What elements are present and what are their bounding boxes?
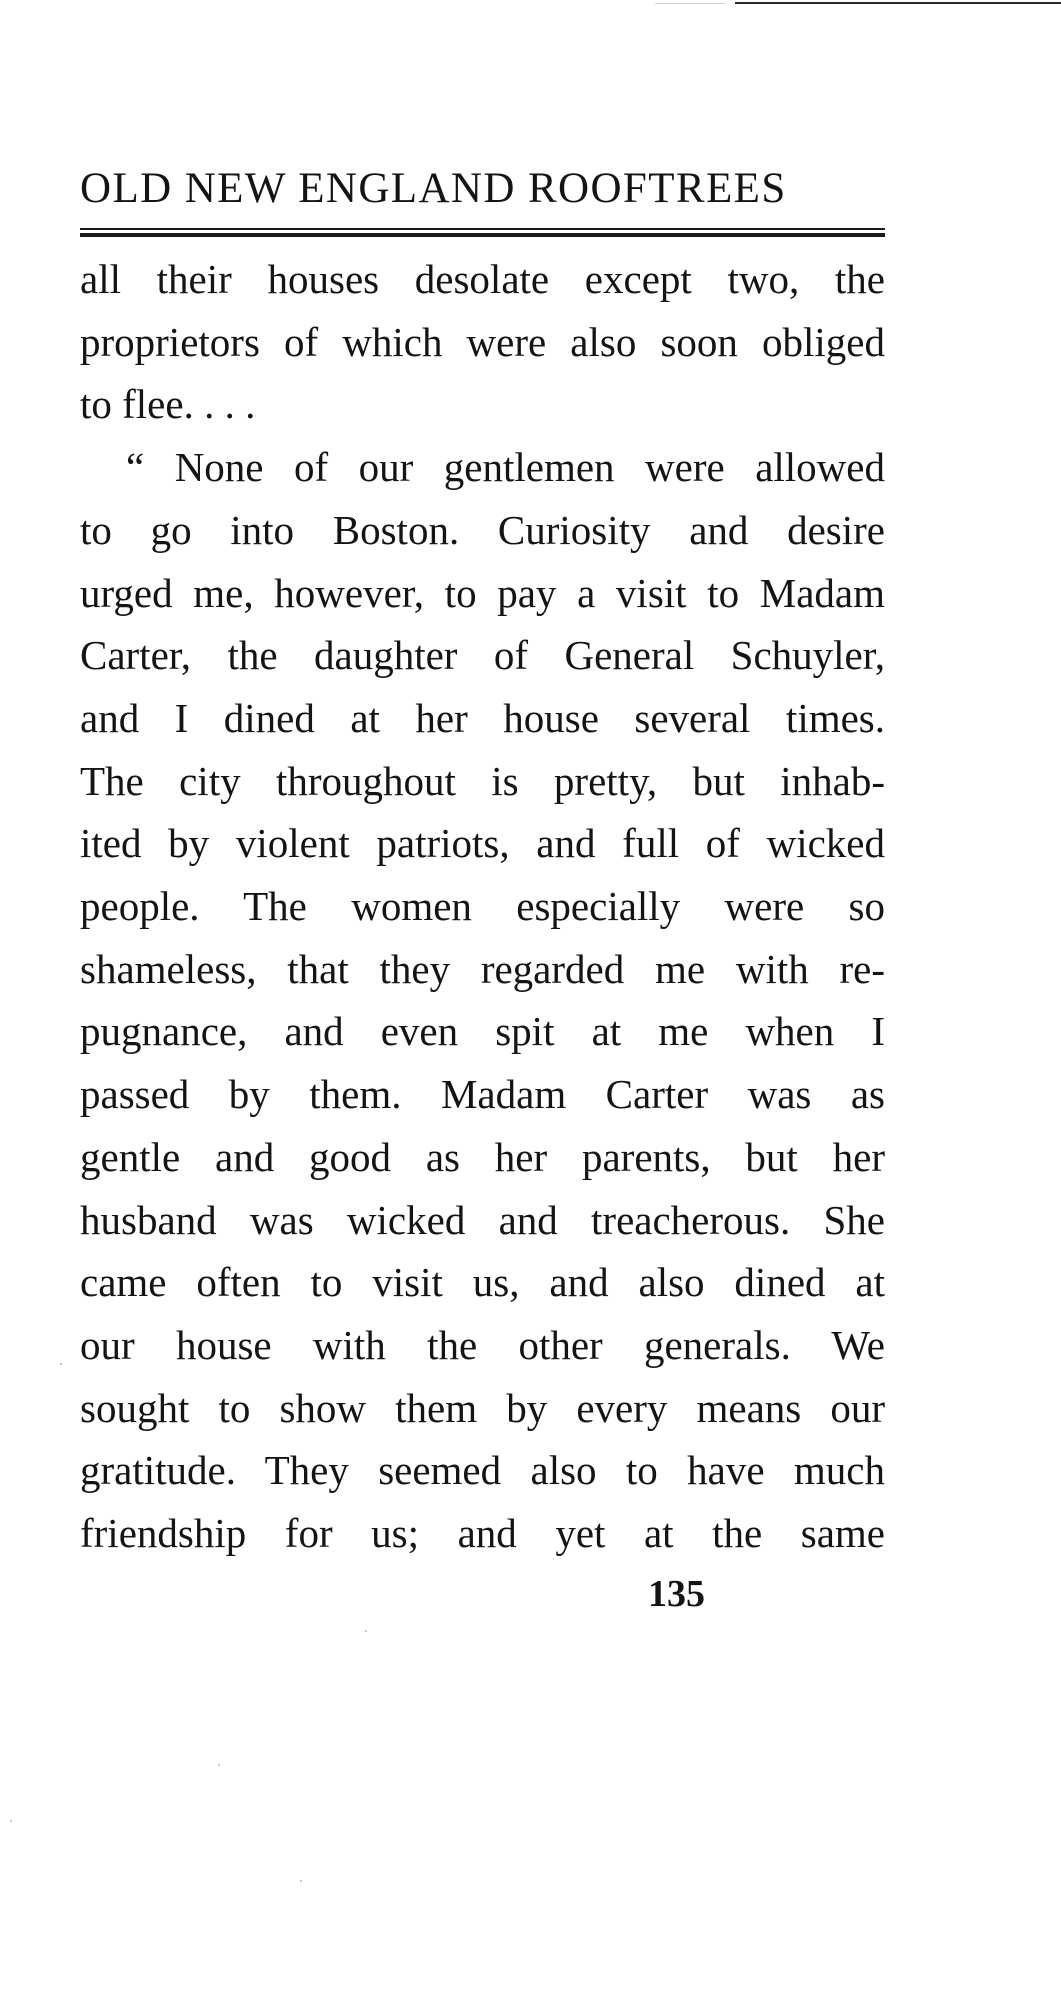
text-line: husband was wicked and treacherous. She xyxy=(80,1196,885,1243)
text-line: pugnance, and even spit at me when I xyxy=(80,1008,885,1055)
text-line: proprietors of which were also soon obliged xyxy=(80,318,885,365)
text-line: passed by them. Madam Carter was as xyxy=(80,1071,885,1118)
text-line: ited by violent patriots, and full of wicked xyxy=(80,820,885,867)
body-text xyxy=(80,248,885,1565)
text-line: sought to show them by every means our xyxy=(80,1384,885,1431)
paper-speck xyxy=(10,1820,12,1822)
text-line: Carter, the daughter of General Schuyler, xyxy=(80,632,885,679)
header-double-rule xyxy=(80,228,885,237)
text-line: gratitude. They seemed also to have much xyxy=(80,1447,885,1494)
text-line: The city throughout is pretty, but inhab- xyxy=(80,757,885,804)
running-head: OLD NEW ENGLAND ROOFTREES xyxy=(80,165,787,212)
text-line: gentle and good as her parents, but her xyxy=(80,1133,885,1180)
text-line: urged me, however, to pay a visit to Madam xyxy=(80,569,885,616)
page-number: 135 xyxy=(648,1573,705,1615)
paper-speck xyxy=(300,1880,302,1882)
text-line: people. The women especially were so xyxy=(80,883,885,930)
text-line: to go into Boston. Curiosity and desire xyxy=(80,506,885,553)
paper-speck xyxy=(365,1630,367,1632)
scan-edge-rule xyxy=(735,2,1061,4)
paper-speck xyxy=(60,1363,62,1365)
scan-edge-mark xyxy=(655,3,725,4)
text-line: friendship for us; and yet at the same xyxy=(80,1510,885,1557)
text-line: shameless, that they regarded me with re- xyxy=(80,945,885,992)
text-line: came often to visit us, and also dined at xyxy=(80,1259,885,1306)
text-line: and I dined at her house several times. xyxy=(80,694,885,741)
text-line: our house with the other generals. We xyxy=(80,1321,885,1368)
text-line: to flee. . . . xyxy=(80,381,256,428)
text-line: “ None of our gentlemen were allowed xyxy=(126,444,885,491)
text-line: all their houses desolate except two, the xyxy=(80,256,885,302)
paper-speck xyxy=(218,1764,220,1766)
